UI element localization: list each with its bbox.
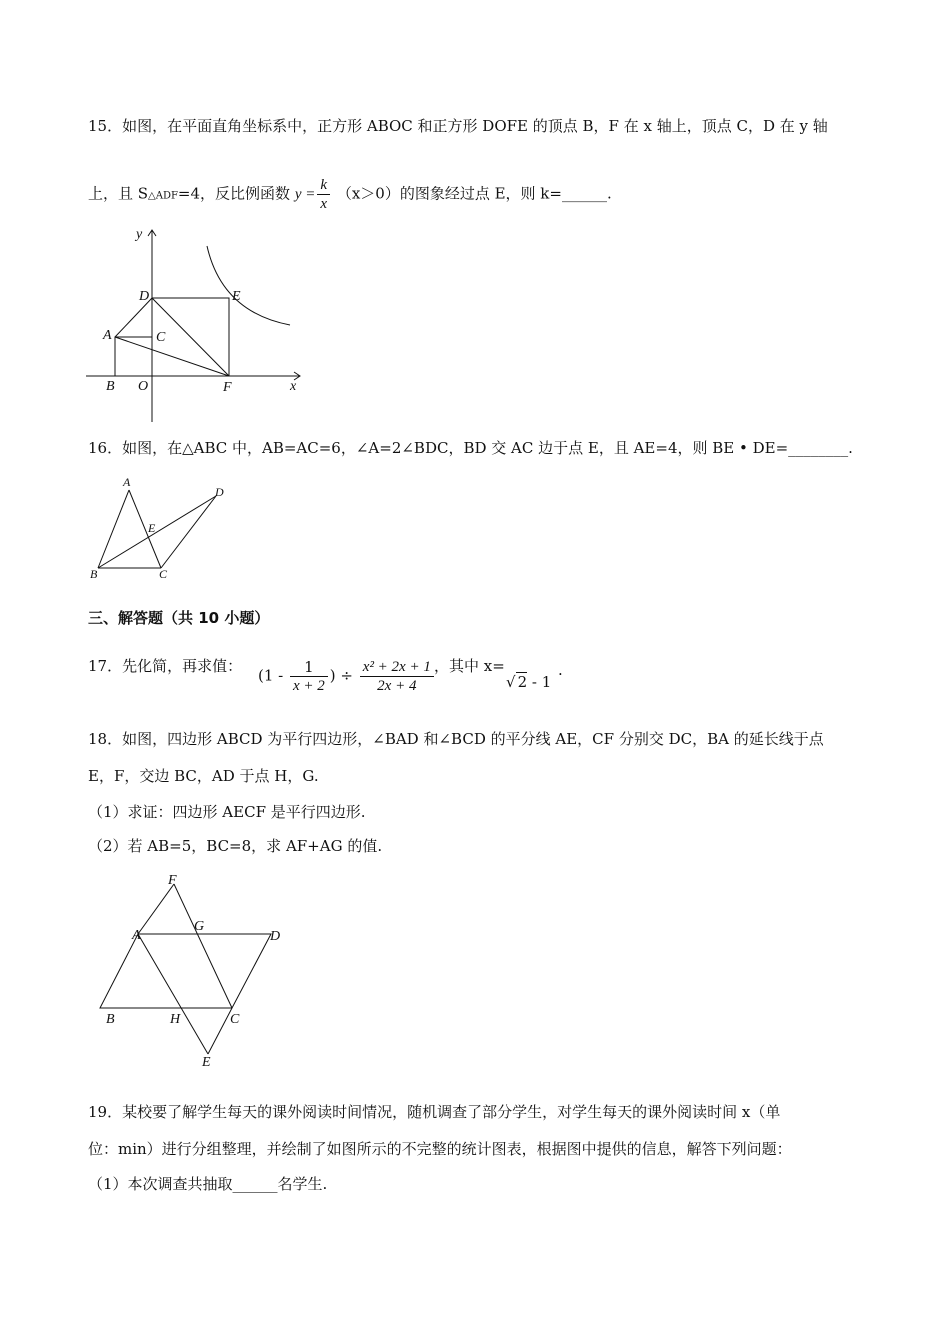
q15-label-e: E	[232, 289, 241, 304]
q18-line-af	[138, 884, 174, 934]
q18-label-c: C	[230, 1012, 240, 1027]
q15-hyperbola	[207, 246, 290, 325]
q15-line2-a: 上，且 S	[88, 184, 149, 203]
q18-line-ce	[208, 1008, 232, 1054]
q15-line-af	[115, 337, 229, 376]
q18-parallelogram	[100, 934, 271, 1008]
q15-func-den: x	[320, 196, 328, 212]
q18-label-g: G	[194, 919, 205, 934]
q18-label-a: A	[132, 928, 141, 943]
q16-line-cd	[161, 496, 216, 568]
q15-label-c: C	[156, 330, 166, 345]
q17-f1-den: x + 2	[293, 678, 325, 694]
q16-text: 16．如图，在△ABC 中，AB=AC=6，∠A=2∠BDC，BD 交 AC 边于点 E，且 AE=4，则 BE • DE=________.	[88, 439, 853, 457]
q18-label-f: F	[168, 873, 177, 888]
q15-label-d: D	[139, 289, 150, 304]
q19-line2: 位：min）进行分组整理，并绘制了如图所示的不完整的统计图表，根据图中提供的信息，解答下列问题：	[88, 1140, 792, 1158]
q15-label-b: B	[106, 379, 115, 394]
q17-f2-den: 2x + 4	[377, 678, 417, 694]
q18-line-cf	[174, 884, 232, 1008]
q15-sub: △ADF	[148, 190, 178, 202]
q18-label-h: H	[170, 1012, 181, 1027]
q15-label-o: O	[138, 379, 149, 394]
q15-label-f: F	[223, 380, 232, 395]
q15-line1: 15．如图，在平面直角坐标系中，正方形 ABOC 和正方形 DOFE 的顶点 B，F 在 x 轴上，顶点 C，D 在 y 轴	[88, 117, 828, 135]
q16-label-a: A	[123, 475, 131, 489]
q17-f1-num: 1	[290, 658, 328, 677]
q15-func-fraction	[317, 176, 330, 213]
q17-tail: - 1	[527, 673, 552, 691]
q18-label-e: E	[202, 1055, 211, 1070]
q16-figure	[86, 474, 236, 584]
q15-figure	[82, 222, 312, 427]
q18-part1: （1）求证：四边形 AECF 是平行四边形.	[88, 803, 366, 821]
q15-line2-c: （x＞0）的图象经过点 E，则 k=______.	[336, 184, 612, 203]
q17-sqrt-expr	[506, 672, 551, 692]
q17-f2-num: x² + 2x + 1	[360, 658, 434, 677]
q18-line2: E，F，交边 BC，AD 于点 H，G.	[88, 767, 319, 785]
q15-label-y: y	[136, 227, 143, 242]
q16-line-ac	[129, 490, 161, 568]
q15-label-a: A	[103, 328, 112, 343]
section3-title: 三、解答题（共 10 小题）	[88, 609, 270, 627]
q17-prefix: 17．先化简，再求值：	[88, 657, 243, 675]
q17-value	[434, 656, 505, 676]
q17-sqrt-val: 2	[517, 673, 528, 691]
q16-line-ab	[98, 490, 129, 568]
q18-label-b: B	[106, 1012, 115, 1027]
q19-part1: （1）本次调查共抽取______名学生.	[88, 1175, 328, 1193]
q18-part2: （2）若 AB=5，BC=8，求 AF+AG 的值.	[88, 837, 383, 855]
q16-label-d: D	[215, 485, 224, 499]
q17-expression	[258, 658, 436, 695]
q18-label-d: D	[270, 929, 281, 944]
q18-line1: 18．如图，四边形 ABCD 为平行四边形，∠BAD 和∠BCD 的平分线 AE，CF 分别交 DC，BA 的延长线于点	[88, 730, 824, 748]
q17-fraction2	[360, 658, 434, 695]
q16-label-b: B	[90, 567, 98, 581]
q17-open: (1 -	[258, 666, 284, 685]
q16-label-c: C	[159, 567, 168, 581]
q18-line-ae	[138, 934, 208, 1054]
q17-end: .	[558, 661, 563, 679]
q17-mid: ，其中 x=	[434, 657, 505, 675]
q15-label-x: x	[290, 379, 297, 394]
q17-close-div: ) ÷	[329, 666, 353, 685]
q15-func-num: k	[317, 176, 330, 195]
q16-label-e: E	[148, 521, 156, 535]
q15-line2	[88, 176, 612, 213]
q19-line1: 19．某校要了解学生每天的课外阅读时间情况，随机调查了部分学生，对学生每天的课外阅读时间 x（单	[88, 1103, 781, 1121]
q17-fraction1	[290, 658, 328, 695]
q18-figure	[98, 868, 298, 1072]
q15-func-y: y =	[294, 186, 316, 203]
q15-line2-b: =4，反比例函数	[177, 184, 291, 203]
q17-sqrt-sign: √	[506, 673, 516, 691]
